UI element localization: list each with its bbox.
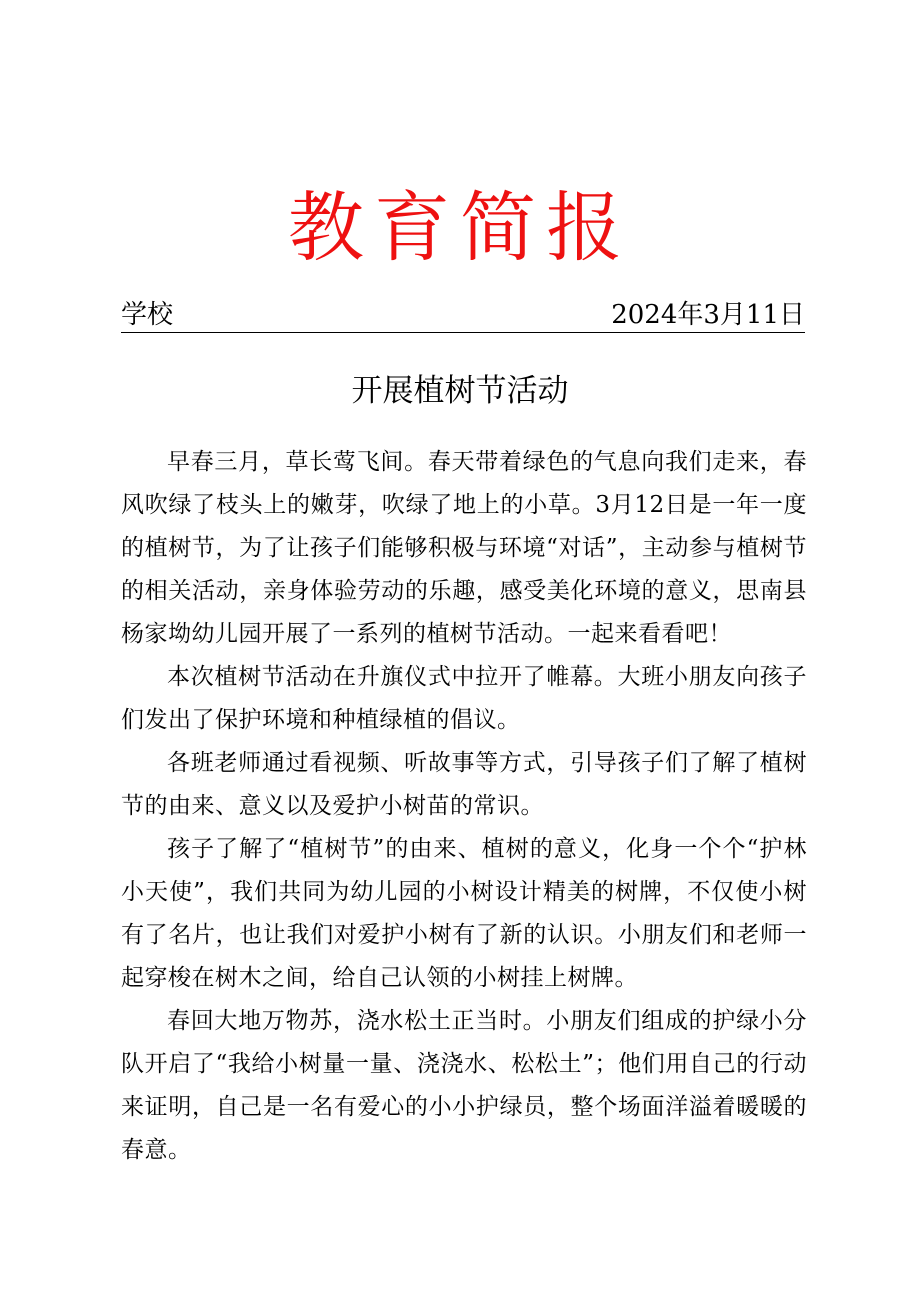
article-paragraph: 孩子了解了“植树节”的由来、植树的意义，化身一个个“护林小天使”，我们共同为幼儿园的小树设计精美的树牌，不仅使小树有了名片，也让我们对爱护小树有了新的认识。小朋友们和老师一起穿梭在树木之间，给自己认领的小树挂上树牌。 [121,836,807,991]
article-paragraph: 各班老师通过看视频、听故事等方式，引导孩子们了解了植树节的由来、意义以及爱护小树苗的常识。 [121,750,807,819]
article-paragraph: 早春三月，草长莺飞间。春天带着绿色的气息向我们走来，春风吹绿了枝头上的嫩芽，吹绿了地上的小草。3月12日是一年一度的植树节，为了让孩子们能够积极与环境“对话”，主动参与植树节的相关活动，亲身体验劳动的乐趣，感受美化环境的意义，思南县杨家坳幼儿园开展了一系列的植树节活动。一起来看看吧！ [121,449,807,647]
header-meta-line [121,298,805,333]
issue-date: 2024年3月11日 [611,300,805,330]
article-paragraph: 本次植树节活动在升旗仪式中拉开了帷幕。大班小朋友向孩子们发出了保护环境和种植绿植的倡议。 [121,664,807,733]
article-title: 开展植树节活动 [351,373,569,409]
article-body [121,441,807,1172]
school-label: 学校 [121,300,174,330]
masthead-title: 教育简报 [288,183,632,272]
article-paragraph: 春回大地万物苏，浇水松土正当时。小朋友们组成的护绿小分队开启了“我给小树量一量、浇浇水、松松土”；他们用自己的行动来证明，自己是一名有爱心的小小护绿员，整个场面洋溢着暖暖的春意。 [121,1008,807,1163]
